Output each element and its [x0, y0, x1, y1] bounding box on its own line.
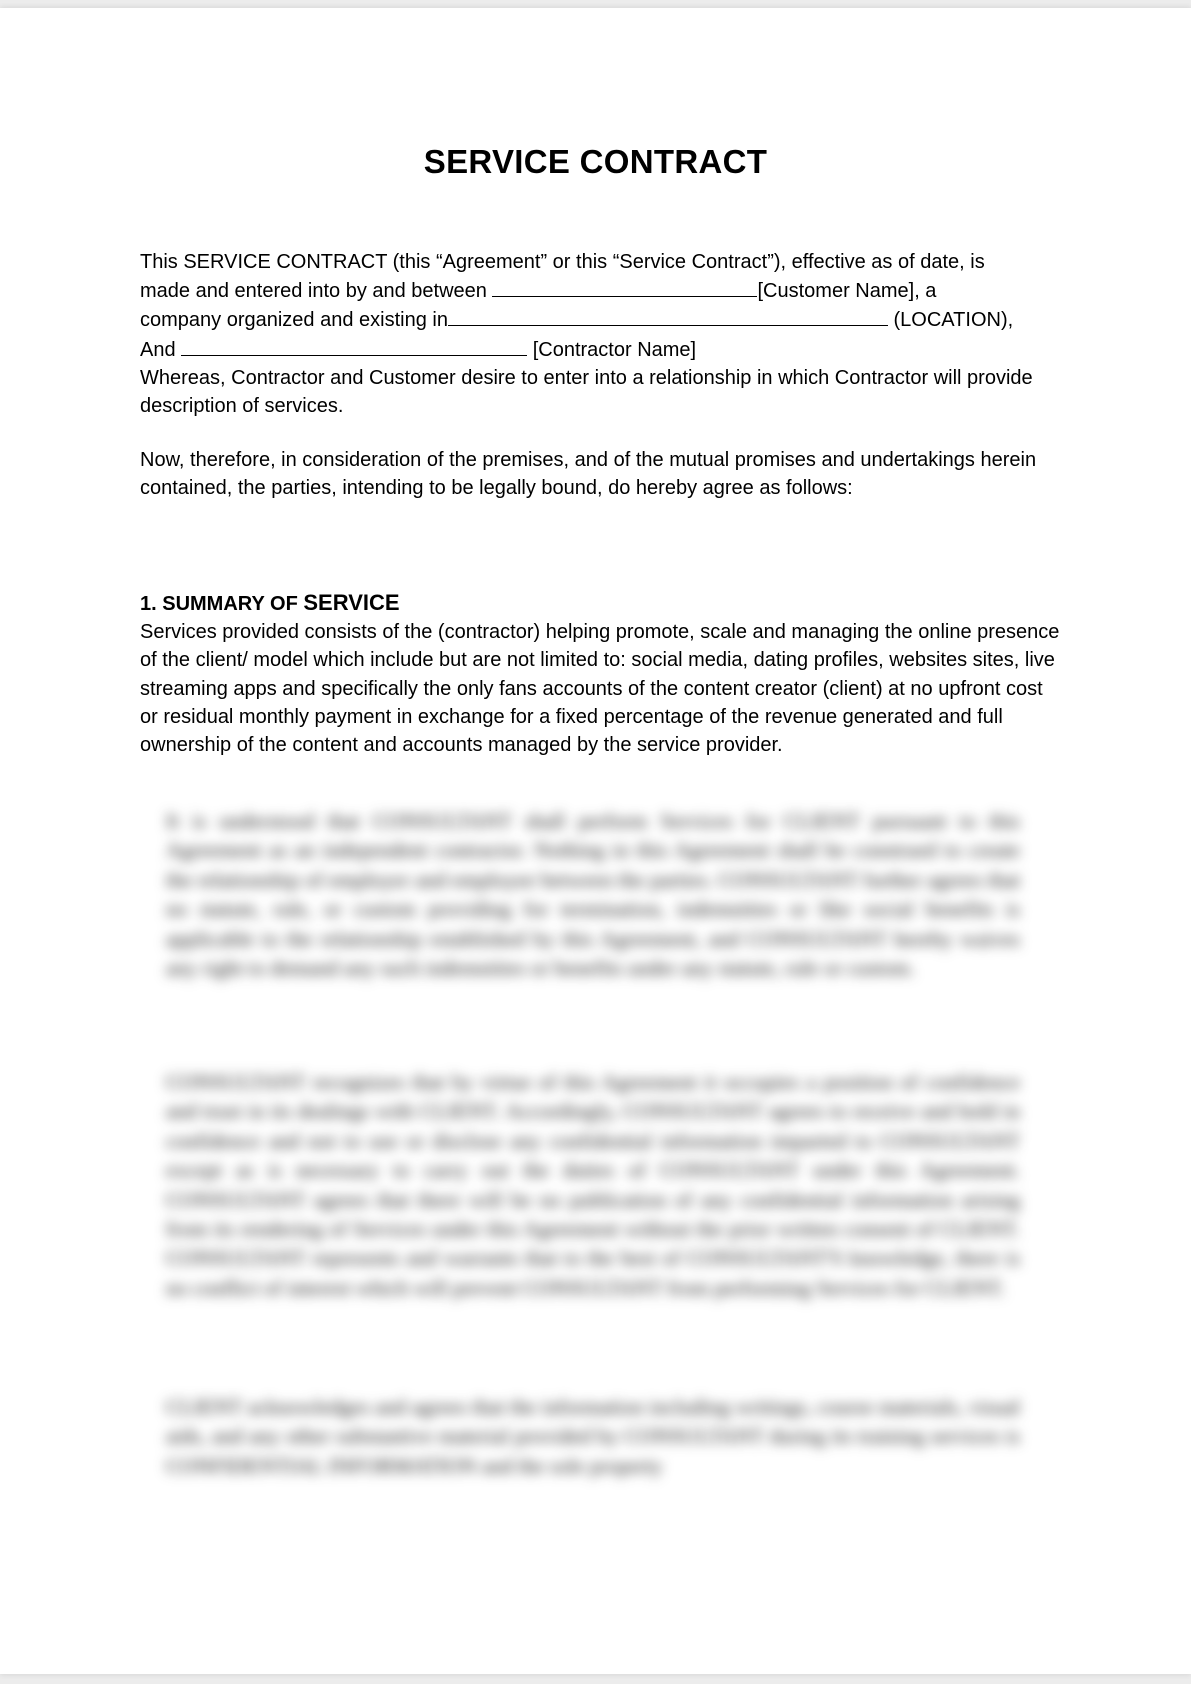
intro-line-3 — [140, 305, 1060, 334]
intro-paragraph — [140, 248, 1060, 420]
section-1-text: Services provided consists of the (contractor) helping promote, scale and managing the online presence of the client/ model which include but are not limited to: social media, dating profiles, websites sites, live streaming apps and specifically the only fans accounts of the content creator (client) at no upfront cost or residual monthly payment in exchange for a fixed percentage of the revenue generated and full ownership of the content and accounts managed by the service provider. — [140, 621, 1060, 757]
section-1-heading-word: SERVICE — [303, 590, 400, 615]
document-title: SERVICE CONTRACT — [423, 143, 768, 180]
section-1-heading — [140, 589, 1060, 618]
blurred-paragraph-3: CLIENT acknowledges and agrees that the information including writings, course materials, visual aids, and any other substantive material provided by CONSULTANT during its training services is CONFIDENTIAL INFORMATION and the sole property — [166, 1395, 1020, 1478]
whereas-clause: Whereas, Contractor and Customer desire to enter into a relationship in which Contractor will provide description of services. — [140, 366, 1033, 418]
intro-line-1: This SERVICE CONTRACT (this “Agreement” or this “Service Contract”), effective as of date, is — [140, 251, 985, 273]
intro-line-2 — [140, 276, 1060, 305]
blurred-paragraph-1: It is understood that CONSULTANT shall perform Services for CLIENT pursuant to this Agreement as an independent contractor. Nothing in this Agreement shall be construed to create the relationship of employer and employee between the parties. CONSULTANT further agrees that no statute, rule, or custom providing for termination, indemnities or like social benefits is applicable to the relationship established by this Agreement, and CONSULTANT hereby waives any right to demand any such indemnities or benefits under any statute, rule or custom. — [166, 809, 1020, 981]
intro-line-2-post: [Customer Name], a — [757, 280, 937, 303]
intro-line-4 — [140, 335, 1060, 364]
contractor-name-blank — [181, 335, 527, 356]
intro-line-2-pre: made and entered into by and between — [140, 280, 493, 303]
section-1-heading-prefix: 1. SUMMARY OF — [140, 593, 304, 615]
intro-line-3-post: (LOCATION), — [887, 309, 1014, 332]
intro-line-3-pre: company organized and existing in — [140, 309, 448, 332]
now-therefore-paragraph: Now, therefore, in consideration of the premises, and of the mutual promises and undertakings herein contained, the parties, intending to be legally bound, do hereby agree as follows: — [140, 449, 1037, 500]
blurred-paragraph-2: CONSULTANT recognizes that by virtue of this Agreement it occupies a position of confidence and trust in its dealings with CLIENT. Accordingly, CONSULTANT agrees to receive and hold in confidence and not to use or disclose any confidential information imparted to CONSULTANT except as is necessary to carry out the duties of CONSULTANT under this Agreement. CONSULTANT agrees that there will be no publication of any confidential information arising from its rendering of Services under this Agreement without the prior written consent of CLIENT. CONSULTANT represents and warrants that to the best of CONSULTANT'S knowledge, there is no conflict of interest which will prevent CONSULTANT from performing Services for CLIENT. — [166, 1070, 1020, 1300]
customer-name-blank — [492, 276, 757, 297]
intro-line-4-pre: And — [140, 338, 182, 361]
section-1 — [140, 589, 1060, 759]
document-page — [0, 8, 1191, 1674]
location-blank — [448, 305, 888, 326]
intro-line-4-post: [Contractor Name] — [527, 338, 697, 361]
